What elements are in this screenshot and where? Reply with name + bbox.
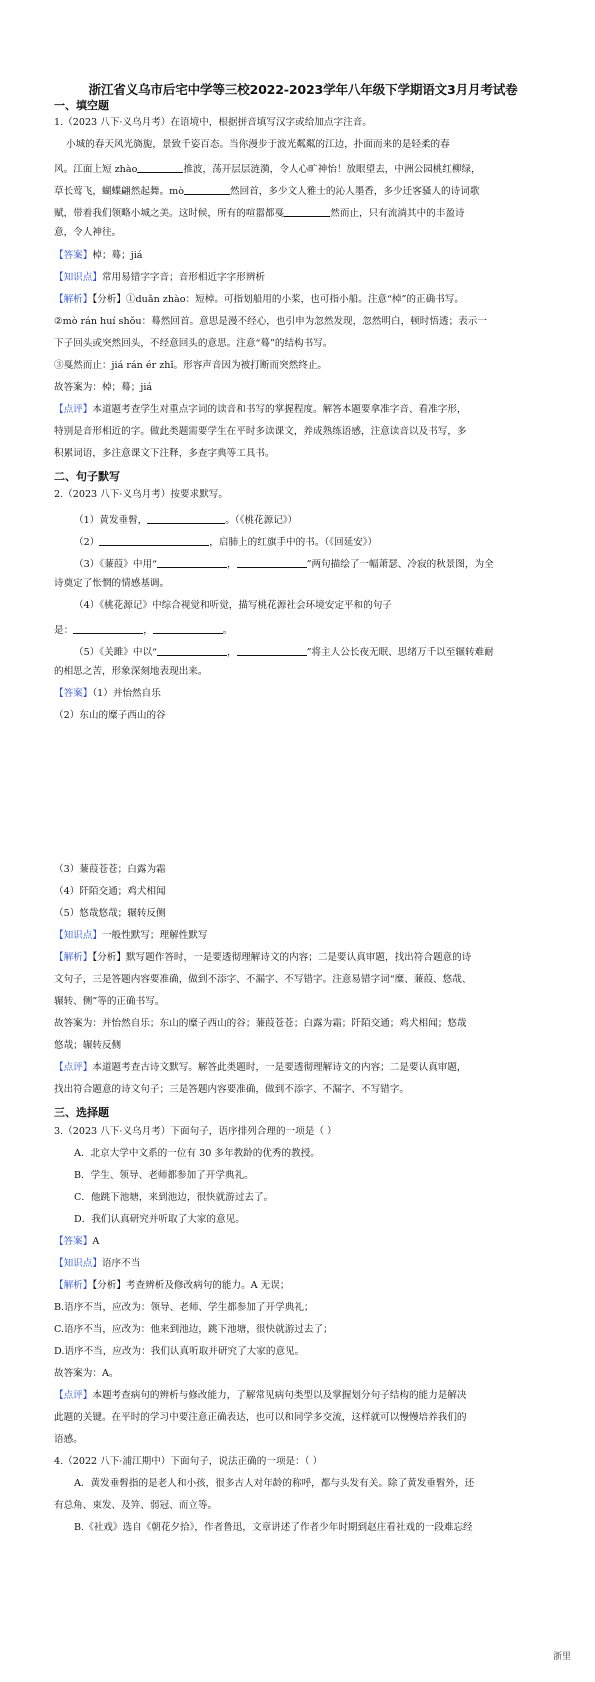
q3-comment: 【点评】本题考查病句的辨析与修改能力，了解常见病句类型以及掌握划分句子结构的能力是解决	[54, 1390, 467, 1401]
section-heading-dictation: 二、句子默写	[54, 470, 120, 483]
q2-answer-line: （5）悠哉悠哉；辗转反侧	[54, 908, 166, 919]
q2-knowledge: 【知识点】一般性默写；理解性默写	[54, 930, 208, 941]
q2-analysis-line: 文句子，三是答题内容要准确，做到不添字、不漏字、不写错字。注意易错字词“糜、蒹葭、悠哉、	[54, 974, 472, 985]
answer-blank	[237, 644, 307, 656]
q3-option-a: A．北京大学中文系的一位有 30 多年教龄的优秀的教授。	[74, 1148, 320, 1159]
answer-blank	[184, 183, 230, 195]
section-heading-choice: 三、选择题	[54, 1106, 109, 1119]
q2-item-5: （5）《关雎》中以“ ， ”将主人公长夜无眠、思绪万千以至辗转难耐	[74, 644, 494, 659]
q2-answer: 【答案】（1）并怡然自乐	[54, 688, 161, 699]
q3-option-b: B．学生、领导、老师都参加了开学典礼。	[74, 1170, 254, 1181]
q4-option-a: A．黄发垂髫指的是老人和小孩，很多古人对年龄的称呼，都与头发有关。除了黄发垂髫外，还	[74, 1478, 475, 1489]
q2-answer-line: （4）阡陌交通；鸡犬相闻	[54, 886, 166, 897]
q1-answer: 【答案】棹；蓦；jiá	[54, 250, 143, 261]
analysis-tag: 【解析】	[54, 952, 93, 963]
q1-passage-line: 草长莺飞，蝴蝶翩然起舞。mò 然回首，多少文人雅士的沁人墨香，多少迁客骚人的诗词歌	[54, 183, 479, 198]
q1-analysis-line: ②mò rán huí shǒu：蓦然回首。意思是漫不经心，也引申为忽然发现，忽然明白，顿时悟透；表示一	[54, 316, 487, 327]
q2-answer-line: （3）蒹葭苍苍；白露为霜	[54, 864, 166, 875]
comment-tag: 【点评】	[54, 404, 93, 415]
answer-tag: 【答案】	[54, 250, 93, 261]
knowledge-tag: 【知识点】	[54, 272, 102, 283]
q2-item-3: （3）《蒹葭》中用“ ， ”两句描绘了一幅萧瑟、冷寂的秋景图，为全	[74, 556, 494, 571]
q1-passage-line: 赋，带着我们领略小城之美。这时候，所有的喧嚣都戛 然而止，只有流淌其中的丰盈诗	[54, 205, 465, 220]
q3-analysis: 【解析】【分析】考查辨析及修改病句的能力。A 无误；	[54, 1280, 290, 1291]
knowledge-tag: 【知识点】	[54, 930, 102, 941]
q2-item-5-cont: 的相思之苦，形象深刻地表现出来。	[54, 666, 208, 677]
answer-blank	[99, 534, 209, 546]
q3-analysis-line: C.语序不当，应改为：他来到池边，跳下池塘，很快就游过去了；	[54, 1324, 333, 1335]
q1-final-answer: 故答案为：棹；蓦；jiá	[54, 382, 153, 393]
q1-stem: 1.（2023 八下·义乌月考）在语境中，根据拼音填写汉字或给加点字注音。	[54, 117, 372, 128]
q4-stem: 4.（2022 八下·浦江期中）下面句子，说法正确的一项是：（ ）	[54, 1456, 323, 1467]
comment-tag: 【点评】	[54, 1390, 93, 1401]
answer-blank	[137, 161, 183, 173]
analysis-tag: 【解析】	[54, 1280, 93, 1291]
q2-answer-line: （2）东山的糜子西山的谷	[54, 710, 166, 721]
q3-stem: 3.（2023 八下·义乌月考）下面句子，语序排列合理的一项是（ ）	[54, 1126, 337, 1137]
q2-item-3-cont: 诗奠定了怅惘的情感基调。	[54, 578, 170, 589]
answer-tag: 【答案】	[54, 1236, 93, 1247]
q1-analysis-line: ③戛然而止：jiá rán ér zhǐ。形容声音因为被打断而突然终止。	[54, 360, 328, 371]
page-footer: 浙里	[552, 1652, 571, 1662]
q2-final-answer: 故答案为：并怡然自乐；东山的糜子西山的谷；蒹葭苍苍；白露为霜；阡陌交通；鸡犬相闻；悠哉	[54, 1018, 467, 1029]
q3-option-d: D．我们认真研究并听取了大家的意见。	[74, 1214, 245, 1225]
q1-analysis-line: 下子回头或突然回头，不经意回头的意思。注意“蓦”的结构书写。	[54, 338, 333, 349]
knowledge-tag: 【知识点】	[54, 1258, 102, 1269]
section-heading-fill-blank: 一、填空题	[54, 99, 109, 112]
answer-blank	[157, 644, 227, 656]
q2-comment-line: 找出符合题意的诗文句子；三是答题内容要准确，做到不添字、不漏字、不写错字。	[54, 1084, 409, 1095]
answer-blank	[153, 622, 223, 634]
analysis-tag: 【解析】	[54, 294, 93, 305]
answer-blank	[284, 205, 330, 217]
q1-passage-line: 风。江面上短 zhào 推波，荡开层层涟漪，令人心旷神怡！放眼望去，中洲公园桃红柳绿，	[54, 161, 481, 176]
q2-analysis-line: 辗转、侧”等的正确书写。	[54, 996, 165, 1007]
q1-comment-line: 积累词语，多注意课文下注释，多查字典等工具书。	[54, 448, 275, 459]
q2-final-answer-line: 悠哉；辗转反侧	[54, 1040, 122, 1051]
q1-passage-line: 小城的春天风光旖旎，景致千姿百态。当你漫步于波光粼粼的江边，扑面而来的是轻柔的春	[66, 139, 450, 150]
answer-blank	[73, 622, 143, 634]
q2-comment: 【点评】本道题考查古诗文默写。解答此类题时，一是要透彻理解诗文的内容；二是要认真审题，	[54, 1062, 467, 1073]
q3-final-answer: 故答案为：A。	[54, 1368, 119, 1379]
answer-blank	[237, 556, 307, 568]
page-title: 浙江省义乌市后宅中学等三校2022-2023学年八年级下学期语文3月月考试卷	[88, 82, 518, 97]
comment-tag: 【点评】	[54, 1062, 93, 1073]
q2-stem: 2.（2023 八下·义乌月考）按要求默写。	[54, 489, 228, 500]
q4-option-a-cont: 有总角、束发、及笄、弱冠、而立等。	[54, 1500, 218, 1511]
q3-comment-line: 此题的关键。在平时的学习中要注意正确表达，也可以和同学多交流，这样就可以慢慢培养我们的	[54, 1412, 467, 1423]
answer-tag: 【答案】	[54, 688, 93, 699]
answer-blank	[147, 512, 225, 524]
q3-option-c: C．他跳下池塘，来到池边，很快就游过去了。	[74, 1192, 274, 1203]
q4-option-b: B.《社戏》选自《朝花夕拾》，作者鲁迅，文章讲述了作者少年时期到赵庄看社戏的一段难忘经	[74, 1522, 473, 1533]
answer-blank	[157, 556, 227, 568]
q1-comment: 【点评】本道题考查学生对重点字词的读音和书写的掌握程度。解答本题要拿准字音、看准字形，	[54, 404, 467, 415]
q3-answer: 【答案】A	[54, 1236, 100, 1247]
q3-knowledge: 【知识点】语序不当	[54, 1258, 141, 1269]
q2-analysis: 【解析】【分析】默写题作答时，一是要透彻理解诗文的内容；二是要认真审题，找出符合题意的诗	[54, 952, 472, 963]
q2-item-2: （2） ，启肺上的红旗手中的书。（《回延安》）	[74, 534, 377, 549]
q3-analysis-line: D.语序不当，应改为：我们认真听取并研究了大家的意见。	[54, 1346, 305, 1357]
q2-item-4-cont: 是： ， 。	[54, 622, 232, 637]
q1-knowledge: 【知识点】常用易错字字音；音形相近字字形辨析	[54, 272, 266, 283]
q1-passage-line: 意，令人神往。	[54, 227, 122, 238]
q3-analysis-line: B.语序不当，应改为：领导、老师、学生都参加了开学典礼；	[54, 1302, 314, 1313]
q1-comment-line: 特别是音形相近的字。做此类题需要学生在平时多读课文，养成熟练语感，注意读音以及书写，多	[54, 426, 467, 437]
q2-item-4: （4）《桃花源记》中综合视觉和听觉，描写桃花源社会环境安定平和的句子	[74, 600, 392, 611]
q2-item-1: （1）黄发垂髫， 。（《桃花源记》）	[74, 512, 297, 527]
q3-comment-line: 语感。	[54, 1434, 83, 1445]
q1-analysis: 【解析】【分析】①duǎn zhào：短棹。可指划船用的小桨，也可指小船。注意“棹”的正确书写。	[54, 294, 464, 305]
